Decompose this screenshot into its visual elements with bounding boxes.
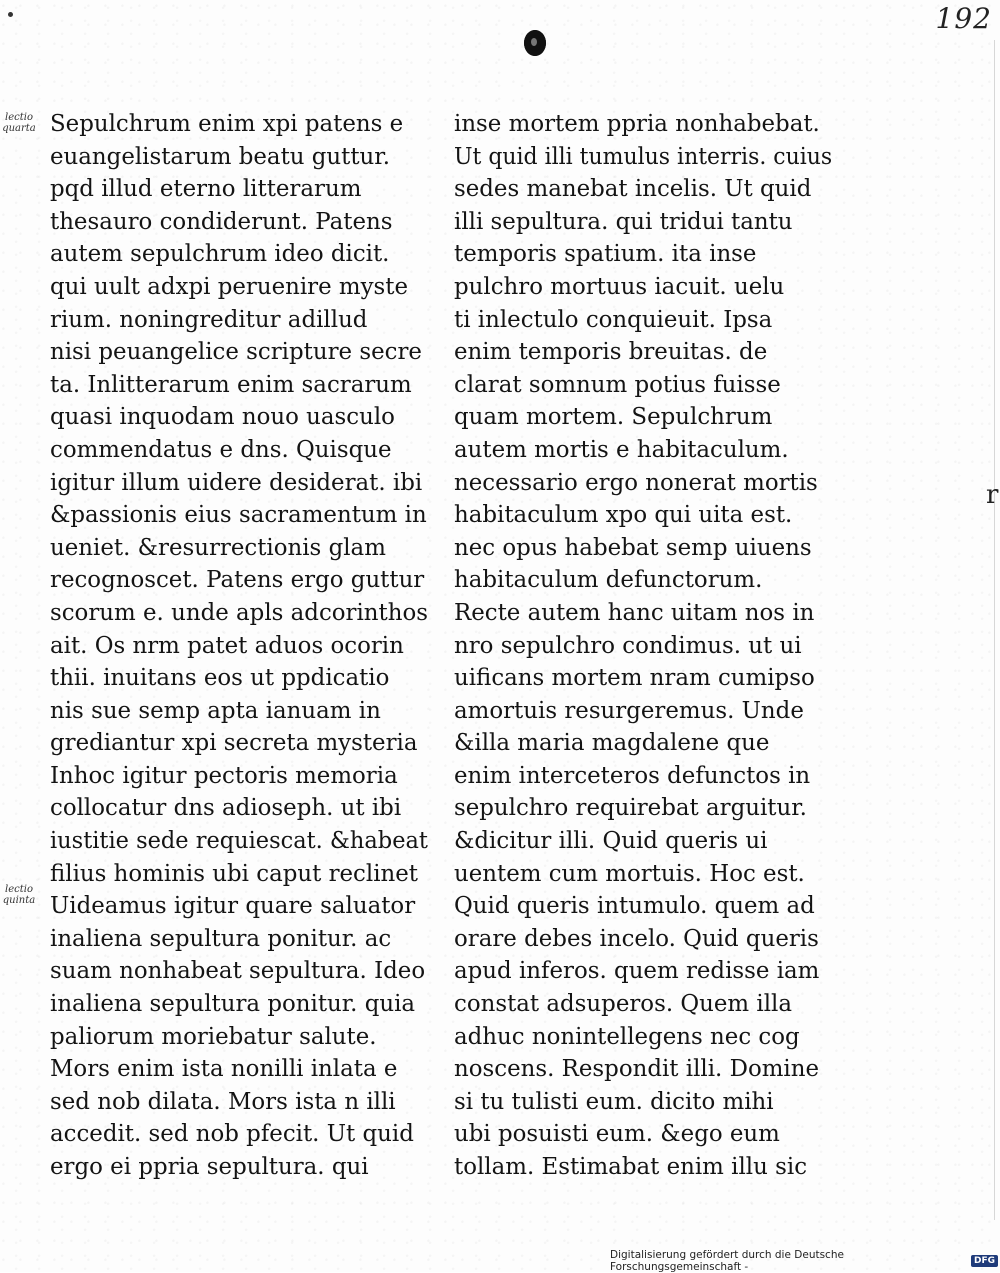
text-line: ubi posuisti eum. &ego eum (454, 1121, 780, 1148)
dfg-logo: DFG (971, 1255, 998, 1267)
footer-text: Digitalisierung gefördert durch die Deutsche Forschungsgemeinschaft - (610, 1249, 844, 1273)
text-line: quam mortem. Sepulchrum (454, 404, 773, 431)
text-line: suam nonhabeat sepultura. Ideo (50, 958, 426, 985)
text-line: ergo ei ppria sepultura. qui (50, 1154, 369, 1180)
footer-credit (610, 1249, 998, 1273)
text-line: Sepulchrum enim xpi patens e (50, 111, 404, 137)
text-line: collocatur dns adioseph. ut ibi (50, 795, 402, 822)
text-line: rium. noningreditur adillud (50, 306, 368, 333)
margin-note-lectio-quinta: lectio quinta (2, 884, 36, 906)
text-line: euangelistarum beatu guttur. (50, 143, 391, 170)
text-line: habitaculum defunctorum. (454, 567, 763, 594)
text-line: thii. inuitans eos ut ppdicatio (50, 665, 390, 692)
text-line: iustitie sede requiescat. &habeat (50, 828, 428, 855)
text-line: orare debes incelo. Quid queris (454, 925, 819, 952)
text-line: igitur illum uidere desiderat. ibi (50, 469, 423, 496)
text-column-left (50, 108, 430, 1184)
text-line: habitaculum xpo qui uita est. (454, 502, 793, 529)
text-line: ta. Inlitterarum enim sacrarum (50, 371, 412, 398)
text-line: pqd illud eterno litterarum (50, 176, 362, 203)
text-line: paliorum moriebatur salute. (50, 1023, 377, 1050)
text-line: tollam. Estimabat enim illu sic (454, 1154, 808, 1180)
text-line: nis sue semp apta ianuam in (50, 697, 381, 724)
text-line: filius hominis ubi caput reclinet (50, 860, 418, 887)
text-line: Inhoc igitur pectoris memoria (50, 762, 398, 789)
text-line: sepulchro requirebat arguitur. (454, 795, 807, 822)
text-line: Recte autem hanc uitam nos in (454, 599, 815, 626)
text-line: uentem cum mortuis. Hoc est. (454, 860, 805, 887)
text-line: autem mortis e habitaculum. (454, 436, 789, 463)
text-line: Mors enim ista nonilli inlata e (50, 1056, 398, 1083)
text-line: recognoscet. Patens ergo guttur (50, 567, 425, 594)
text-line: nec opus habebat semp uiuens (454, 534, 812, 561)
text-line: si tu tulisti eum. dicito mihi (454, 1088, 774, 1115)
page-edge-line (994, 40, 995, 1220)
margin-note-lectio-quarta: lectio quarta (2, 112, 36, 134)
text-line: scorum e. unde apls adcorinthos (50, 599, 429, 626)
text-line: temporis spatium. ita inse (454, 241, 757, 268)
text-line: qui uult adxpi peruenire myste (50, 273, 409, 300)
text-line: clarat somnum potius fuisse (454, 371, 781, 398)
text-line: ait. Os nrm patet aduos ocorin (50, 632, 404, 659)
text-line: commendatus e dns. Quisque (50, 436, 392, 463)
text-line: thesauro condiderunt. Patens (50, 208, 393, 235)
parchment-hole (524, 30, 546, 56)
text-line: &illa maria magdalene que (454, 730, 770, 757)
text-line: nisi peuangelice scripture secre (50, 339, 422, 366)
text-line: illi sepultura. qui tridui tantu (454, 208, 793, 235)
text-line: Ut quid illi tumulus interris. cuius (454, 143, 833, 170)
text-line: grediantur xpi secreta mysteria (50, 730, 418, 757)
ink-dot (8, 12, 13, 17)
text-line: necessario ergo nonerat mortis (454, 469, 818, 496)
text-line: sedes manebat incelis. Ut quid (454, 176, 812, 203)
text-line: enim temporis breuitas. de (454, 339, 768, 366)
text-line: Quid queris intumulo. quem ad (454, 893, 815, 920)
text-line: accedit. sed nob pfecit. Ut quid (50, 1121, 414, 1148)
text-line: ti inlectulo conquieuit. Ipsa (454, 306, 773, 333)
edge-mark: r (986, 480, 999, 510)
text-line: noscens. Respondit illi. Domine (454, 1056, 820, 1083)
text-line: inaliena sepultura ponitur. ac (50, 925, 392, 952)
text-line: inse mortem ppria nonhabebat. (454, 111, 820, 137)
text-line: Uideamus igitur quare saluator (50, 893, 416, 920)
text-line: autem sepulchrum ideo dicit. (50, 241, 390, 268)
text-line: amortuis resurgeremus. Unde (454, 697, 804, 724)
text-line: ueniet. &resurrectionis glam (50, 534, 386, 561)
text-line: &passionis eius sacramentum in (50, 502, 427, 529)
text-column-right (454, 108, 834, 1184)
text-line: adhuc nonintellegens nec cog (454, 1023, 800, 1050)
text-line: inaliena sepultura ponitur. quia (50, 991, 416, 1018)
text-line: quasi inquodam nouo uasculo (50, 404, 395, 431)
text-line: sed nob dilata. Mors ista n illi (50, 1088, 396, 1115)
text-line: pulchro mortuus iacuit. uelu (454, 273, 785, 300)
text-line: uificans mortem nram cumipso (454, 665, 815, 692)
text-line: nro sepulchro condimus. ut ui (454, 632, 802, 659)
text-line: constat adsuperos. Quem illa (454, 991, 793, 1018)
text-line: enim interceteros defunctos in (454, 762, 811, 789)
folio-number: 192 (935, 2, 992, 35)
text-line: apud inferos. quem redisse iam (454, 958, 820, 985)
text-line: &dicitur illi. Quid queris ui (454, 828, 768, 855)
